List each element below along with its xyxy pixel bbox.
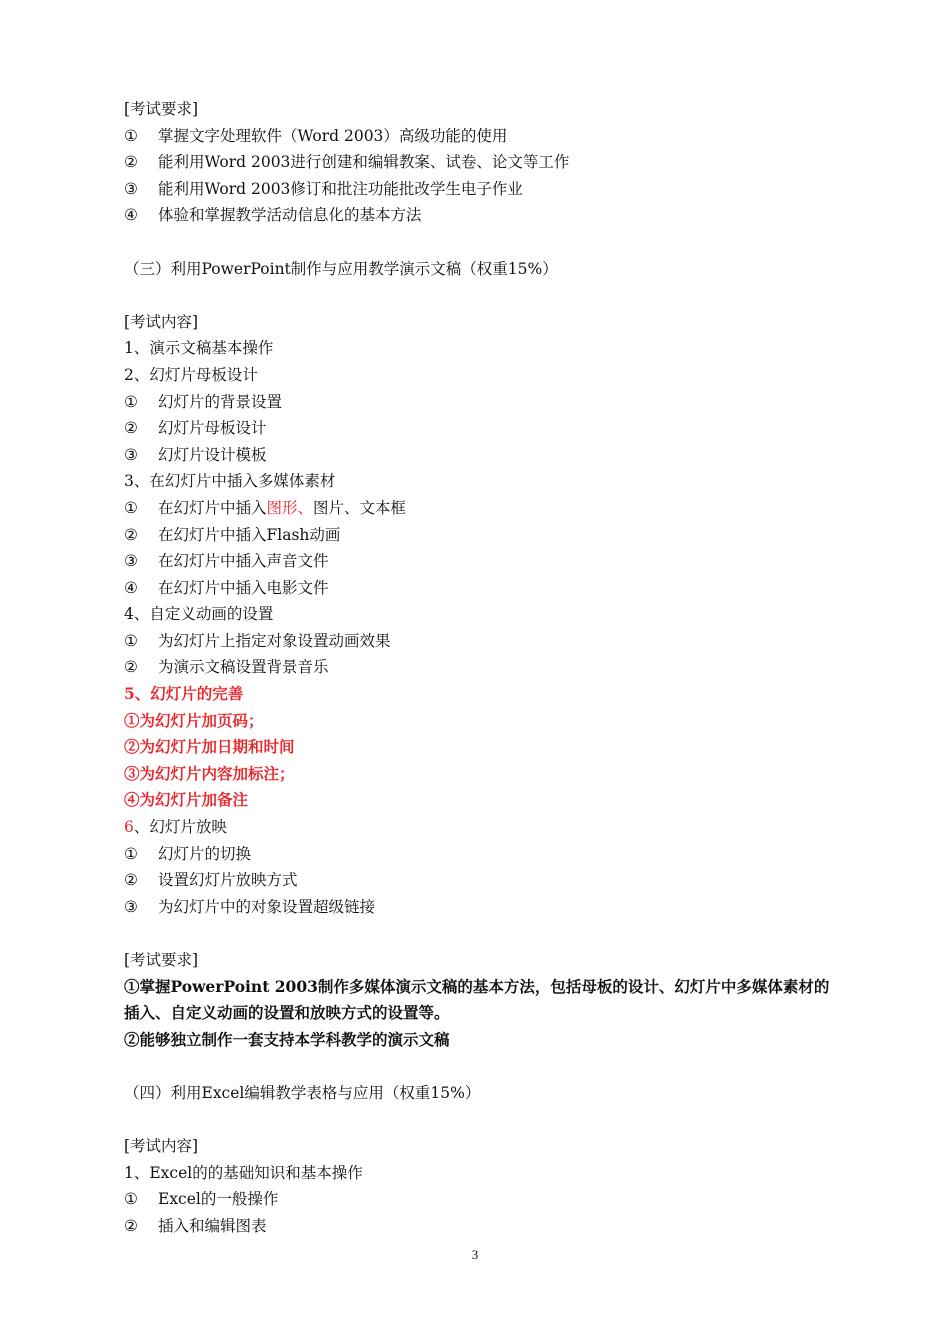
document-page xyxy=(124,96,874,1240)
topic: 1、演示文稿基本操作 xyxy=(124,339,274,358)
list-item: ① Excel的一般操作 xyxy=(124,1190,279,1209)
topic: 2、幻灯片母板设计 xyxy=(124,365,258,384)
list-item: ① 为幻灯片上指定对象设置动画效果 xyxy=(124,631,391,650)
highlighted-text: 图形、 xyxy=(266,498,314,517)
section-title-excel: （四）利用Excel编辑教学表格与应用（权重15%） xyxy=(124,1083,481,1102)
exam-requirements-heading: [考试要求] xyxy=(124,951,199,969)
list-item-highlighted: ②为幻灯片加日期和时间 xyxy=(124,737,295,757)
topic: 6、幻灯片放映 xyxy=(124,818,227,837)
spacer xyxy=(124,1053,874,1080)
exam-requirements-heading: [考试要求] xyxy=(124,100,199,118)
list-item: ② 插入和编辑图表 xyxy=(124,1216,267,1235)
list-item: ③ 在幻灯片中插入声音文件 xyxy=(124,552,329,571)
list-item-highlighted: ④为幻灯片加备注 xyxy=(124,790,249,810)
list-item: ① 在幻灯片中插入图形、图片、文本框 xyxy=(124,498,407,517)
list-item: ③ 能利用Word 2003修订和批注功能批改学生电子作业 xyxy=(124,179,523,198)
spacer xyxy=(124,229,874,256)
list-item: ③ 幻灯片设计模板 xyxy=(124,445,267,464)
requirement-line: ①掌握PowerPoint 2003制作多媒体演示文稿的基本方法，包括母板的设计、幻灯片中多媒体素材的 xyxy=(124,976,830,996)
list-item: ① 掌握文字处理软件（Word 2003）高级功能的使用 xyxy=(124,126,508,145)
topic: 1、Excel的的基础知识和基本操作 xyxy=(124,1163,363,1182)
spacer xyxy=(124,1107,874,1134)
list-item: ② 幻灯片母板设计 xyxy=(124,419,267,438)
list-item: ① 幻灯片的切换 xyxy=(124,844,252,863)
list-item: ② 能利用Word 2003进行创建和编辑教案、试卷、论文等工作 xyxy=(124,153,570,172)
list-item: ③ 为幻灯片中的对象设置超级链接 xyxy=(124,897,376,916)
requirement-line: ②能够独立制作一套支持本学科教学的演示文稿 xyxy=(124,1029,450,1049)
exam-content-heading: [考试内容] xyxy=(124,312,199,331)
list-item: ① 幻灯片的背景设置 xyxy=(124,392,283,411)
page-number: 3 xyxy=(471,1247,479,1262)
list-item: ④ 体验和掌握教学活动信息化的基本方法 xyxy=(124,206,422,225)
topic: 3、在幻灯片中插入多媒体素材 xyxy=(124,472,336,491)
topic-highlighted: 5、幻灯片的完善 xyxy=(124,684,244,704)
list-item-highlighted: ①为幻灯片加页码； xyxy=(124,710,264,730)
topic: 4、自定义动画的设置 xyxy=(124,605,274,624)
list-item: ② 设置幻灯片放映方式 xyxy=(124,871,298,890)
list-item: ② 在幻灯片中插入Flash动画 xyxy=(124,525,341,544)
section-title-powerpoint: （三）利用PowerPoint制作与应用教学演示文稿（权重15%） xyxy=(124,259,558,278)
exam-content-heading: [考试内容] xyxy=(124,1137,199,1156)
spacer xyxy=(124,282,874,309)
list-item-highlighted: ③为幻灯片内容加标注； xyxy=(124,763,295,783)
requirement-line-continued: 插入、自定义动画的设置和放映方式的设置等。 xyxy=(124,1003,450,1023)
list-item: ② 为演示文稿设置背景音乐 xyxy=(124,658,329,677)
spacer xyxy=(124,920,874,947)
list-item: ④ 在幻灯片中插入电影文件 xyxy=(124,578,329,597)
topic-number: 6 xyxy=(124,818,134,837)
